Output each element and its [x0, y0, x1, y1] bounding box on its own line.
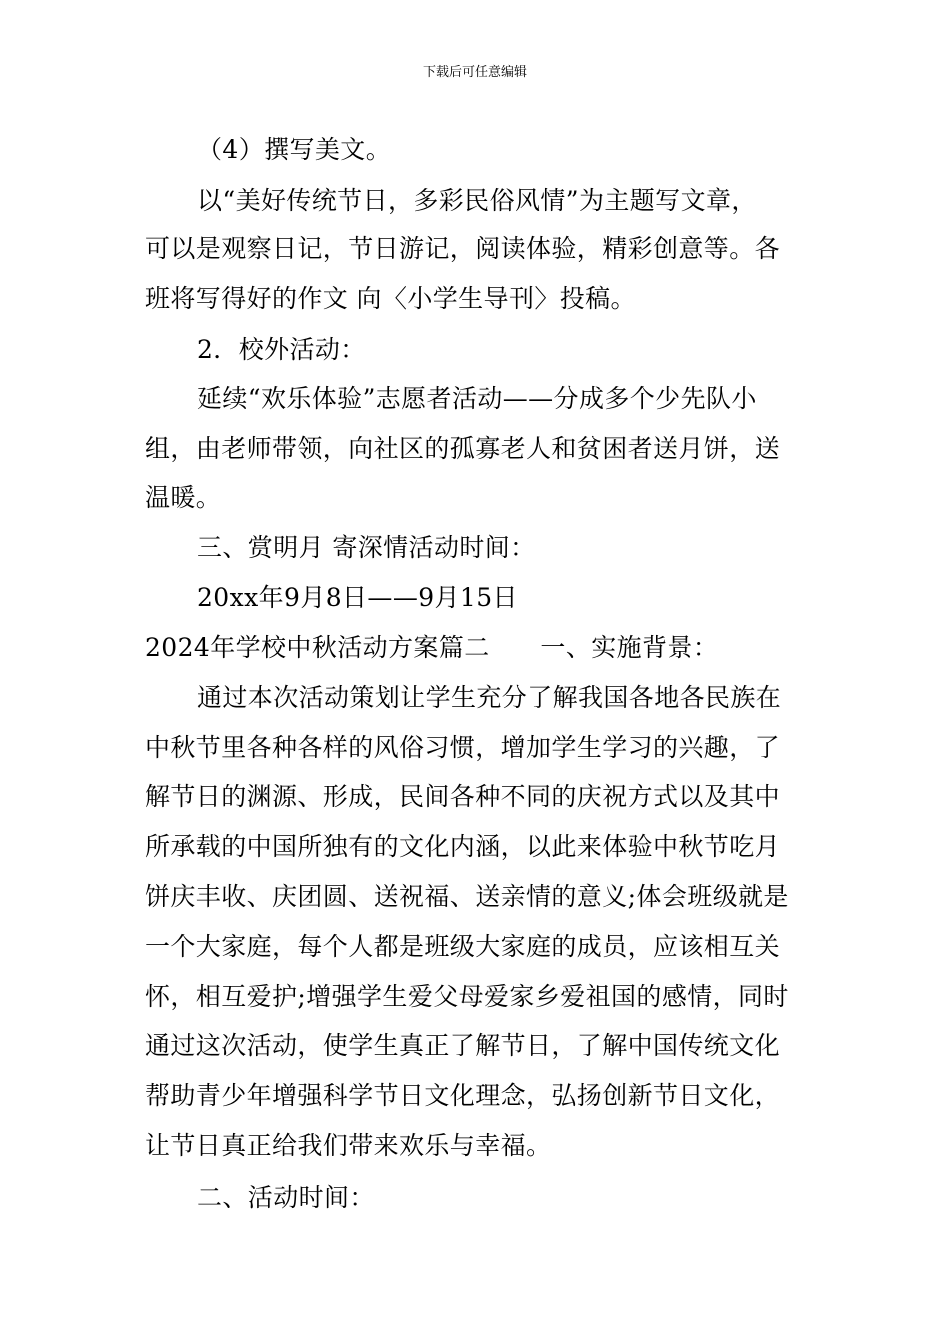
text-line: 温暖。 — [145, 483, 222, 512]
text-line: 通过本次活动策划让学生充分了解我国各地各民族在 — [197, 683, 782, 712]
section-title: 2024年学校中秋活动方案篇二 一、实施背景： — [145, 633, 719, 662]
text-line: 帮助青少年增强科学节日文化理念，弘扬创新节日文化， — [145, 1081, 781, 1110]
text-line: 延续“欢乐体验”志愿者活动——分成多个少先队小 — [197, 384, 757, 413]
text-line: 让节日真正给我们带来欢乐与幸福。 — [145, 1131, 552, 1160]
text-line: 中秋节里各种各样的风俗习惯，增加学生学习的兴趣，了 — [145, 733, 781, 762]
text-line: （4）撰写美文。 — [197, 135, 392, 164]
text-line: 所承载的中国所独有的文化内涵，以此来体验中秋节吃月 — [145, 832, 781, 861]
text-line: 可以是观察日记，节日游记，阅读体验，精彩创意等。各 — [145, 234, 781, 263]
text-line: 二、活动时间： — [197, 1183, 375, 1212]
text-line: 饼庆丰收、庆团圆、送祝福、送亲情的意义;体会班级就是 — [145, 882, 789, 911]
text-line: 20xx年9月8日——9月15日 — [197, 583, 518, 612]
text-line: 解节日的渊源、形成，民间各种不同的庆祝方式以及其中 — [145, 782, 781, 811]
text-line: 组，由老师带领，向社区的孤寡老人和贫困者送月饼，送 — [145, 434, 781, 463]
text-line: 怀，相互爱护;增强学生爱父母爱家乡爱祖国的感情，同时 — [145, 982, 789, 1011]
text-line: 通过这次活动，使学生真正了解节日，了解中国传统文化 — [145, 1031, 781, 1060]
text-line: 一个大家庭，每个人都是班级大家庭的成员，应该相互关 — [145, 932, 781, 961]
text-line: 以“美好传统节日，多彩民俗风情”为主题写文章， — [197, 186, 757, 215]
text-line: 2．校外活动： — [197, 335, 366, 364]
page-header: 下载后可任意编辑 — [422, 65, 527, 80]
text-line: 三、赏明月 寄深情活动时间： — [197, 533, 536, 562]
text-line: 班将写得好的作文 向〈小学生导刊〉投稿。 — [145, 284, 636, 313]
